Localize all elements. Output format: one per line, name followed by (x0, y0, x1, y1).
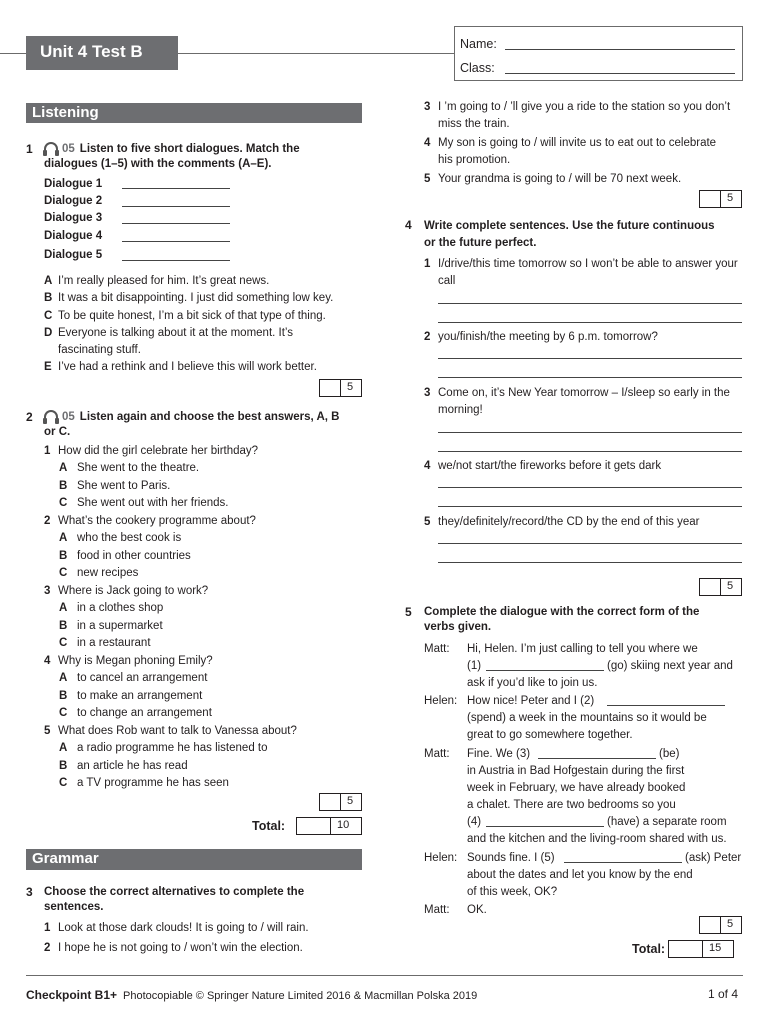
q3-item: I hope he is not going to / won’t win the election. (58, 942, 303, 954)
q2-question: What does Rob want to talk to Vanessa about? (58, 725, 297, 737)
option-letter[interactable]: A (59, 672, 68, 684)
option-letter[interactable]: C (59, 637, 68, 649)
option-letter[interactable]: A (59, 602, 68, 614)
name-label: Name: (460, 37, 497, 51)
comment-letter: E (44, 361, 52, 373)
answer-line[interactable] (438, 543, 742, 544)
dialogue-line: in Austria in Bad Hofgestain during the first (467, 765, 685, 777)
score-box[interactable]: 5 (699, 916, 742, 934)
item-number: 5 (44, 725, 51, 737)
comment-text: I’m really pleased for him. It’s great news. (58, 275, 270, 287)
option-letter[interactable]: B (59, 479, 68, 492)
q3-item: My son is going to / will invite us to eat out to celebrate his promotion. (438, 137, 717, 166)
dialogue-line: Sounds fine. I (5) (467, 852, 555, 864)
dialogue-answer-line[interactable] (122, 223, 230, 224)
q3-number: 3 (26, 885, 33, 899)
option-letter[interactable]: B (59, 549, 68, 562)
dialogue-answer-line[interactable] (122, 241, 230, 242)
option-text[interactable]: a radio programme he has listened to (77, 742, 268, 754)
q2-number: 2 (26, 410, 33, 424)
comment-text: It was a bit disappointing. I just did something low key. (58, 292, 334, 304)
answer-line[interactable] (438, 432, 742, 433)
q4-item: they/definitely/record/the CD by the end of this year (438, 516, 700, 528)
track-number: 05 (62, 411, 75, 423)
item-number: 1 (424, 258, 431, 270)
comment-letter: C (44, 310, 53, 322)
answer-line[interactable] (438, 562, 742, 563)
option-letter[interactable]: A (59, 742, 68, 754)
total-box[interactable]: 15 (668, 940, 734, 958)
item-number: 3 (44, 585, 51, 597)
gap-2-line[interactable] (607, 705, 725, 706)
option-text[interactable]: new recipes (77, 567, 139, 579)
answer-line[interactable] (438, 451, 742, 452)
dialogue-line: (have) a separate room (607, 816, 727, 828)
q3-item: I ’m going to / ’ll give you a ride to the station so you don’t miss the train. (438, 101, 731, 130)
dialogue-line: (go) skiing next year and (607, 660, 733, 672)
q2-question: What’s the cookery programme about? (58, 515, 256, 527)
q4-item: I/drive/this time tomorrow so I won’t be able to answer your call (438, 258, 738, 287)
q2-question: Where is Jack going to work? (58, 585, 209, 597)
option-letter[interactable]: A (59, 462, 68, 474)
name-class-box (454, 26, 743, 81)
speaker-matt: Matt: (424, 748, 450, 760)
dialogue-label: Dialogue 3 (44, 212, 103, 224)
score-box[interactable]: 5 (319, 379, 362, 397)
comment-text: I’ve had a rethink and I believe this will work better. (58, 361, 317, 373)
dialogue-line: great to go somewhere together. (467, 729, 633, 741)
section-listening: Listening (26, 103, 362, 123)
dialogue-line: (4) (467, 816, 482, 828)
answer-line[interactable] (438, 322, 742, 323)
option-text[interactable]: She went to the theatre. (77, 462, 200, 474)
option-letter[interactable]: C (59, 707, 68, 719)
option-text[interactable]: She went to Paris. (77, 479, 171, 492)
item-number: 2 (44, 515, 51, 527)
score-box[interactable]: 5 (319, 793, 362, 811)
q1-instruction: 05 Listen to five short dialogues. Match the dialogues (1–5) with the comments (A–E). (44, 143, 300, 170)
gap-3-line[interactable] (538, 758, 656, 759)
comment-letter: B (44, 292, 53, 304)
q2-question: Why is Megan phoning Emily? (58, 655, 213, 667)
score-box[interactable]: 5 (699, 578, 742, 596)
option-letter[interactable]: B (59, 689, 68, 702)
comment-letter: D (44, 327, 53, 339)
dialogue-label: Dialogue 1 (44, 178, 103, 190)
item-number: 3 (424, 387, 431, 399)
option-text[interactable]: a TV programme he has seen (77, 777, 229, 789)
q3-item: Look at those dark clouds! It is going to / will rain. (58, 922, 309, 934)
footer-brand: Checkpoint B1+ (26, 988, 118, 1002)
item-number: 2 (44, 942, 51, 954)
answer-line[interactable] (438, 358, 742, 359)
speaker-matt: Matt: (424, 643, 450, 655)
gap-1-line[interactable] (486, 670, 604, 671)
dialogue-label: Dialogue 2 (44, 195, 103, 207)
headphones-icon (44, 142, 58, 153)
option-letter[interactable]: C (59, 567, 68, 579)
option-text[interactable]: She went out with her friends. (77, 497, 229, 509)
option-text[interactable]: in a restaurant (77, 637, 151, 649)
item-number: 1 (44, 922, 51, 934)
item-number: 5 (424, 516, 431, 528)
section-grammar: Grammar (26, 849, 362, 870)
dialogue-line: (1) (467, 660, 482, 672)
name-field[interactable] (505, 49, 735, 50)
q4-instruction: Write complete sentences. Use the future continuous or the future perfect. (424, 220, 715, 249)
dialogue-line: OK. (467, 904, 487, 916)
dialogue-line: week in February, we have already booked (467, 782, 686, 794)
total-label: Total: (632, 942, 666, 956)
footer (26, 988, 477, 1002)
option-letter[interactable]: A (59, 532, 68, 544)
total-label: Total: (252, 819, 286, 833)
dialogue-answer-line[interactable] (122, 188, 230, 189)
track-number: 05 (62, 143, 75, 155)
q5-instruction: Complete the dialogue with the correct form of the verbs given. (424, 606, 700, 633)
unit-title: Unit 4 Test B (26, 36, 178, 70)
q3-instruction: Choose the correct alternatives to complete the sentences. (44, 886, 305, 913)
item-number: 4 (424, 460, 431, 472)
option-text[interactable]: to change an arrangement (77, 707, 212, 719)
footer-rule (26, 975, 743, 976)
option-letter[interactable]: B (59, 619, 68, 632)
option-text[interactable]: to make an arrangement (77, 689, 203, 702)
dialogue-line: of this week, OK? (467, 886, 558, 898)
dialogue-answer-line[interactable] (122, 260, 230, 261)
item-number: 1 (44, 445, 51, 457)
item-number: 5 (424, 173, 431, 185)
dialogue-line: and the kitchen and the living-room shared with us. (467, 833, 727, 845)
item-number: 2 (424, 331, 431, 343)
comment-text: Everyone is talking about it at the moment. It’s fascinating stuff. (58, 327, 294, 356)
item-number: 4 (424, 137, 431, 149)
dialogue-label: Dialogue 5 (44, 249, 103, 261)
option-text[interactable]: to cancel an arrangement (77, 672, 208, 684)
dialogue-line: a chalet. There are two bedrooms so you (467, 799, 676, 811)
answer-line[interactable] (438, 487, 742, 488)
speaker-helen: Helen: (424, 695, 458, 707)
option-letter[interactable]: C (59, 497, 68, 509)
comment-text: To be quite honest, I’m a bit sick of that type of thing. (58, 310, 326, 322)
score-box[interactable]: 5 (699, 190, 742, 208)
answer-line[interactable] (438, 377, 742, 378)
dialogue-line: (be) (659, 748, 680, 760)
dialogue-line: about the dates and let you know by the end (467, 869, 693, 881)
dialogue-line: How nice! Peter and I (2) (467, 695, 595, 707)
option-text[interactable]: in a clothes shop (77, 602, 164, 614)
total-box[interactable]: 10 (296, 817, 362, 835)
dialogue-line: (ask) Peter (685, 852, 742, 864)
dialogue-label: Dialogue 4 (44, 230, 103, 242)
class-label: Class: (460, 61, 495, 75)
option-letter[interactable]: C (59, 777, 68, 789)
dialogue-line: Hi, Helen. I’m just calling to tell you where we (467, 643, 698, 655)
gap-5-line[interactable] (564, 862, 682, 863)
dialogue-answer-line[interactable] (122, 206, 230, 207)
answer-line[interactable] (438, 303, 742, 304)
q4-item: you/finish/the meeting by 6 p.m. tomorrow? (438, 331, 658, 343)
headphones-icon (44, 410, 58, 421)
q1-number: 1 (26, 142, 33, 156)
speaker-matt: Matt: (424, 904, 450, 916)
gap-4-line[interactable] (486, 826, 604, 827)
option-text[interactable]: food in other countries (77, 549, 191, 562)
option-text[interactable]: an article he has read (77, 759, 188, 772)
speaker-helen: Helen: (424, 852, 458, 864)
option-letter[interactable]: B (59, 759, 68, 772)
q3-item: Your grandma is going to / will be 70 next week. (438, 173, 682, 185)
dialogue-line: Fine. We (3) (467, 748, 531, 760)
q4-item: Come on, it’s New Year tomorrow – I/sleep so early in the morning! (438, 387, 730, 416)
q4-item: we/not start/the fireworks before it gets dark (438, 460, 662, 472)
class-field[interactable] (505, 73, 735, 74)
page-number: 1 of 4 (708, 987, 739, 1001)
item-number: 3 (424, 101, 431, 113)
comment-letter: A (44, 275, 53, 287)
answer-line[interactable] (438, 506, 742, 507)
q5-number: 5 (405, 605, 412, 619)
q2-question: How did the girl celebrate her birthday? (58, 445, 259, 457)
option-text[interactable]: in a supermarket (77, 619, 163, 632)
q4-number: 4 (405, 218, 412, 232)
option-text[interactable]: who the best cook is (77, 532, 182, 544)
dialogue-line: ask if you’d like to join us. (467, 677, 598, 689)
footer-copyright: Photocopiable © Springer Nature Limited 2016 & Macmillan Polska 2019 (123, 990, 478, 1002)
item-number: 4 (44, 655, 51, 667)
dialogue-line: (spend) a week in the mountains so it would be (467, 712, 707, 724)
q2-instruction: 05 Listen again and choose the best answers, A, B or C. (44, 411, 340, 438)
